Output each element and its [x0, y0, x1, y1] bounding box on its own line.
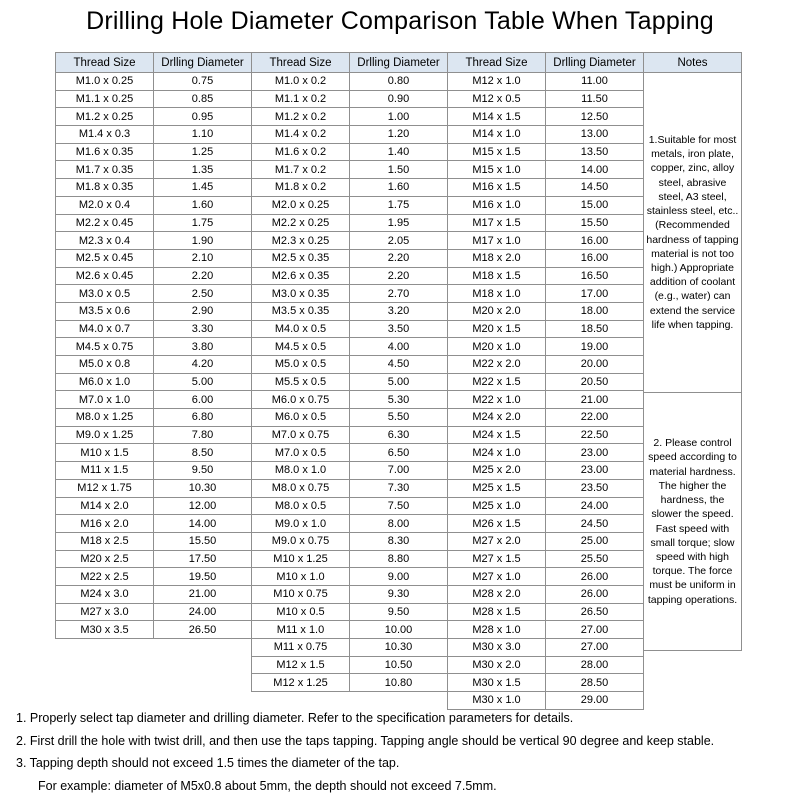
thread-size-cell: M2.5 x 0.35 [252, 250, 350, 268]
drilling-diameter-cell: 29.00 [546, 692, 644, 710]
thread-size-cell: M9.0 x 1.0 [252, 515, 350, 533]
drilling-diameter-cell: 10.50 [350, 657, 448, 675]
column-header-drilling-diameter: Drlling Diameter [546, 53, 644, 73]
drilling-diameter-cell: 4.20 [154, 356, 252, 374]
thread-size-cell: M14 x 2.0 [56, 498, 154, 516]
thread-size-cell: M5.5 x 0.5 [252, 374, 350, 392]
thread-size-cell: M14 x 1.0 [448, 126, 546, 144]
drilling-diameter-cell: 17.00 [546, 285, 644, 303]
thread-size-cell: M1.0 x 0.25 [56, 73, 154, 91]
drilling-diameter-cell: 5.00 [154, 374, 252, 392]
thread-size-cell: M12 x 1.0 [448, 73, 546, 91]
thread-size-cell: M20 x 1.5 [448, 321, 546, 339]
thread-size-cell: M2.2 x 0.25 [252, 215, 350, 233]
thread-size-cell: M6.0 x 1.0 [56, 374, 154, 392]
drilling-diameter-cell: 3.50 [350, 321, 448, 339]
drilling-diameter-cell: 24.50 [546, 515, 644, 533]
drilling-diameter-cell: 1.90 [154, 232, 252, 250]
thread-size-cell: M27 x 3.0 [56, 604, 154, 622]
thread-size-cell: M14 x 1.5 [448, 108, 546, 126]
thread-size-cell: M16 x 2.0 [56, 515, 154, 533]
drilling-diameter-cell: 6.30 [350, 427, 448, 445]
thread-size-cell: M15 x 1.0 [448, 161, 546, 179]
thread-size-cell: M2.3 x 0.4 [56, 232, 154, 250]
drilling-diameter-cell: 2.90 [154, 303, 252, 321]
drilling-diameter-cell: 1.20 [350, 126, 448, 144]
thread-size-cell: M1.8 x 0.35 [56, 179, 154, 197]
drilling-diameter-cell: 5.30 [350, 391, 448, 409]
thread-size-cell: M2.6 x 0.35 [252, 268, 350, 286]
footer-note-2: 2. First drill the hole with twist drill, and then use the taps tapping. Tapping angle should be vertical 90 degree and keep stable. [16, 733, 715, 748]
thread-size-cell: M11 x 1.0 [252, 621, 350, 639]
thread-size-cell: M2.6 x 0.45 [56, 268, 154, 286]
table-group-3 [447, 52, 644, 710]
thread-size-cell: M25 x 2.0 [448, 462, 546, 480]
drilling-diameter-cell: 0.75 [154, 73, 252, 91]
drilling-diameter-cell: 9.00 [350, 568, 448, 586]
drilling-diameter-cell: 9.50 [154, 462, 252, 480]
thread-size-cell: M16 x 1.5 [448, 179, 546, 197]
thread-size-cell: M3.0 x 0.5 [56, 285, 154, 303]
drilling-diameter-cell: 21.00 [546, 391, 644, 409]
drilling-diameter-cell: 4.50 [350, 356, 448, 374]
drilling-diameter-cell: 1.50 [350, 161, 448, 179]
thread-size-cell: M28 x 1.0 [448, 621, 546, 639]
drilling-diameter-cell: 3.80 [154, 338, 252, 356]
thread-size-cell: M1.1 x 0.25 [56, 91, 154, 109]
thread-size-cell: M25 x 1.5 [448, 480, 546, 498]
thread-size-cell: M1.2 x 0.25 [56, 108, 154, 126]
column-header-notes: Notes [644, 53, 742, 73]
thread-size-cell: M2.3 x 0.25 [252, 232, 350, 250]
thread-size-cell: M2.2 x 0.45 [56, 215, 154, 233]
drilling-diameter-cell: 23.00 [546, 462, 644, 480]
thread-size-cell: M1.8 x 0.2 [252, 179, 350, 197]
drilling-diameter-cell: 22.50 [546, 427, 644, 445]
drilling-diameter-cell: 3.20 [350, 303, 448, 321]
drilling-diameter-cell: 6.00 [154, 391, 252, 409]
drilling-diameter-cell: 16.50 [546, 268, 644, 286]
drilling-diameter-cell: 6.80 [154, 409, 252, 427]
footer-note-3: 3. Tapping depth should not exceed 1.5 times the diameter of the tap. [16, 756, 400, 770]
drilling-diameter-cell: 15.50 [154, 533, 252, 551]
thread-size-cell: M3.5 x 0.6 [56, 303, 154, 321]
thread-size-cell: M30 x 3.0 [448, 639, 546, 657]
drilling-diameter-cell: 24.00 [154, 604, 252, 622]
drilling-diameter-cell: 24.00 [546, 498, 644, 516]
drilling-diameter-cell: 3.30 [154, 321, 252, 339]
drilling-diameter-cell: 22.00 [546, 409, 644, 427]
drilling-diameter-cell: 16.00 [546, 232, 644, 250]
drilling-diameter-cell: 0.80 [350, 73, 448, 91]
thread-size-cell: M1.6 x 0.2 [252, 144, 350, 162]
thread-size-cell: M12 x 1.5 [252, 657, 350, 675]
thread-size-cell: M22 x 2.0 [448, 356, 546, 374]
drilling-diameter-cell: 15.00 [546, 197, 644, 215]
drilling-diameter-cell: 7.30 [350, 480, 448, 498]
thread-size-cell: M27 x 2.0 [448, 533, 546, 551]
thread-size-cell: M2.0 x 0.25 [252, 197, 350, 215]
drilling-diameter-cell: 1.75 [350, 197, 448, 215]
drilling-diameter-cell: 1.35 [154, 161, 252, 179]
thread-size-cell: M11 x 1.5 [56, 462, 154, 480]
thread-size-cell: M1.4 x 0.3 [56, 126, 154, 144]
drilling-diameter-cell: 5.50 [350, 409, 448, 427]
drilling-diameter-cell: 1.00 [350, 108, 448, 126]
thread-size-cell: M5.0 x 0.8 [56, 356, 154, 374]
drilling-diameter-cell: 10.80 [350, 674, 448, 692]
drilling-diameter-cell: 7.00 [350, 462, 448, 480]
thread-size-cell: M9.0 x 0.75 [252, 533, 350, 551]
thread-size-cell: M1.2 x 0.2 [252, 108, 350, 126]
drilling-diameter-cell: 6.50 [350, 444, 448, 462]
thread-size-cell: M20 x 2.0 [448, 303, 546, 321]
drilling-diameter-cell: 18.50 [546, 321, 644, 339]
drilling-diameter-cell: 10.00 [350, 621, 448, 639]
drilling-diameter-cell: 1.45 [154, 179, 252, 197]
drilling-diameter-cell: 25.50 [546, 551, 644, 569]
table-group-2 [251, 52, 448, 692]
drilling-diameter-cell: 11.50 [546, 91, 644, 109]
drilling-diameter-cell: 8.30 [350, 533, 448, 551]
drilling-diameter-cell: 26.50 [546, 604, 644, 622]
drilling-diameter-cell: 10.30 [154, 480, 252, 498]
comparison-table [55, 52, 742, 710]
thread-size-cell: M30 x 1.5 [448, 674, 546, 692]
drilling-diameter-cell: 23.00 [546, 444, 644, 462]
thread-size-cell: M7.0 x 1.0 [56, 391, 154, 409]
page-title: Drilling Hole Diameter Comparison Table When Tapping [86, 7, 714, 35]
drilling-diameter-cell: 1.75 [154, 215, 252, 233]
thread-size-cell: M30 x 1.0 [448, 692, 546, 710]
drilling-diameter-cell: 4.00 [350, 338, 448, 356]
drilling-diameter-cell: 26.50 [154, 621, 252, 639]
drilling-diameter-cell: 19.50 [154, 568, 252, 586]
drilling-diameter-cell: 28.00 [546, 657, 644, 675]
drilling-diameter-cell: 2.50 [154, 285, 252, 303]
table-group-1 [55, 52, 252, 639]
thread-size-cell: M8.0 x 1.0 [252, 462, 350, 480]
thread-size-cell: M1.0 x 0.2 [252, 73, 350, 91]
drilling-diameter-cell: 26.00 [546, 568, 644, 586]
thread-size-cell: M2.5 x 0.45 [56, 250, 154, 268]
drilling-diameter-cell: 14.50 [546, 179, 644, 197]
thread-size-cell: M4.5 x 0.75 [56, 338, 154, 356]
drilling-diameter-cell: 1.40 [350, 144, 448, 162]
thread-size-cell: M20 x 2.5 [56, 551, 154, 569]
thread-size-cell: M12 x 1.75 [56, 480, 154, 498]
drilling-diameter-cell: 28.50 [546, 674, 644, 692]
drilling-diameter-cell: 9.50 [350, 604, 448, 622]
thread-size-cell: M7.0 x 0.5 [252, 444, 350, 462]
note-block-2: 2. Please control speed according to material hardness. The higher the hardness, the slower the speed. Fast speed with small torque; slow speed with high torque. The force must be uniform in tapping operations. [644, 393, 742, 651]
thread-size-cell: M3.5 x 0.35 [252, 303, 350, 321]
thread-size-cell: M22 x 1.0 [448, 391, 546, 409]
thread-size-cell: M18 x 1.0 [448, 285, 546, 303]
drilling-diameter-cell: 2.20 [154, 268, 252, 286]
thread-size-cell: M30 x 2.0 [448, 657, 546, 675]
drilling-diameter-cell: 0.95 [154, 108, 252, 126]
thread-size-cell: M12 x 0.5 [448, 91, 546, 109]
thread-size-cell: M24 x 1.0 [448, 444, 546, 462]
drilling-diameter-cell: 10.30 [350, 639, 448, 657]
thread-size-cell: M22 x 1.5 [448, 374, 546, 392]
column-header-thread-size: Thread Size [252, 53, 350, 73]
drilling-diameter-cell: 13.50 [546, 144, 644, 162]
thread-size-cell: M17 x 1.0 [448, 232, 546, 250]
drilling-diameter-cell: 8.80 [350, 551, 448, 569]
drilling-diameter-cell: 26.00 [546, 586, 644, 604]
drilling-diameter-cell: 11.00 [546, 73, 644, 91]
drilling-diameter-cell: 12.00 [154, 498, 252, 516]
drilling-diameter-cell: 15.50 [546, 215, 644, 233]
drilling-diameter-cell: 21.00 [154, 586, 252, 604]
drilling-diameter-cell: 18.00 [546, 303, 644, 321]
thread-size-cell: M17 x 1.5 [448, 215, 546, 233]
thread-size-cell: M6.0 x 0.5 [252, 409, 350, 427]
thread-size-cell: M10 x 1.5 [56, 444, 154, 462]
drilling-diameter-cell: 14.00 [546, 161, 644, 179]
drilling-diameter-cell: 14.00 [154, 515, 252, 533]
drilling-diameter-cell: 25.00 [546, 533, 644, 551]
thread-size-cell: M24 x 3.0 [56, 586, 154, 604]
thread-size-cell: M15 x 1.5 [448, 144, 546, 162]
thread-size-cell: M20 x 1.0 [448, 338, 546, 356]
thread-size-cell: M4.0 x 0.7 [56, 321, 154, 339]
column-header-drilling-diameter: Drlling Diameter [154, 53, 252, 73]
drilling-diameter-cell: 13.00 [546, 126, 644, 144]
thread-size-cell: M22 x 2.5 [56, 568, 154, 586]
drilling-diameter-cell: 0.90 [350, 91, 448, 109]
thread-size-cell: M24 x 2.0 [448, 409, 546, 427]
thread-size-cell: M6.0 x 0.75 [252, 391, 350, 409]
thread-size-cell: M28 x 1.5 [448, 604, 546, 622]
thread-size-cell: M24 x 1.5 [448, 427, 546, 445]
drilling-diameter-cell: 17.50 [154, 551, 252, 569]
drilling-diameter-cell: 20.50 [546, 374, 644, 392]
drilling-diameter-cell: 8.50 [154, 444, 252, 462]
footer-note-4-example: For example: diameter of M5x0.8 about 5mm, the depth should not exceed 7.5mm. [38, 778, 497, 793]
drilling-diameter-cell: 20.00 [546, 356, 644, 374]
thread-size-cell: M1.4 x 0.2 [252, 126, 350, 144]
drilling-diameter-cell: 2.05 [350, 232, 448, 250]
thread-size-cell: M11 x 0.75 [252, 639, 350, 657]
thread-size-cell: M28 x 2.0 [448, 586, 546, 604]
thread-size-cell: M4.5 x 0.5 [252, 338, 350, 356]
drilling-diameter-cell: 1.25 [154, 144, 252, 162]
footer-notes [16, 711, 714, 800]
drilling-diameter-cell: 19.00 [546, 338, 644, 356]
drilling-diameter-cell: 2.20 [350, 268, 448, 286]
thread-size-cell: M10 x 0.5 [252, 604, 350, 622]
thread-size-cell: M27 x 1.5 [448, 551, 546, 569]
thread-size-cell: M12 x 1.25 [252, 674, 350, 692]
thread-size-cell: M16 x 1.0 [448, 197, 546, 215]
drilling-diameter-cell: 1.60 [350, 179, 448, 197]
column-header-thread-size: Thread Size [448, 53, 546, 73]
drilling-diameter-cell: 7.50 [350, 498, 448, 516]
drilling-diameter-cell: 23.50 [546, 480, 644, 498]
drilling-diameter-cell: 1.95 [350, 215, 448, 233]
thread-size-cell: M18 x 2.5 [56, 533, 154, 551]
drilling-diameter-cell: 2.20 [350, 250, 448, 268]
thread-size-cell: M27 x 1.0 [448, 568, 546, 586]
thread-size-cell: M3.0 x 0.35 [252, 285, 350, 303]
thread-size-cell: M2.0 x 0.4 [56, 197, 154, 215]
drilling-diameter-cell: 2.10 [154, 250, 252, 268]
thread-size-cell: M10 x 1.0 [252, 568, 350, 586]
column-header-drilling-diameter: Drlling Diameter [350, 53, 448, 73]
thread-size-cell: M10 x 1.25 [252, 551, 350, 569]
thread-size-cell: M9.0 x 1.25 [56, 427, 154, 445]
thread-size-cell: M5.0 x 0.5 [252, 356, 350, 374]
drilling-diameter-cell: 2.70 [350, 285, 448, 303]
thread-size-cell: M25 x 1.0 [448, 498, 546, 516]
thread-size-cell: M1.7 x 0.2 [252, 161, 350, 179]
notes-column [643, 52, 742, 651]
footer-note-1: 1. Properly select tap diameter and drilling diameter. Refer to the specification parameters for details. [16, 711, 574, 725]
thread-size-cell: M18 x 2.0 [448, 250, 546, 268]
note-block-1: 1.Suitable for most metals, iron plate, copper, zinc, alloy steel, abrasive steel, A3 steel, stainless steel, etc..(Recommended hardness of tapping material is not too high.) Appropriate addition of coolant (e.g., water) can extend the service life when tapping. [644, 73, 742, 393]
thread-size-cell: M8.0 x 1.25 [56, 409, 154, 427]
drilling-diameter-cell: 1.10 [154, 126, 252, 144]
thread-size-cell: M26 x 1.5 [448, 515, 546, 533]
thread-size-cell: M4.0 x 0.5 [252, 321, 350, 339]
thread-size-cell: M1.7 x 0.35 [56, 161, 154, 179]
drilling-diameter-cell: 27.00 [546, 639, 644, 657]
thread-size-cell: M10 x 0.75 [252, 586, 350, 604]
drilling-diameter-cell: 5.00 [350, 374, 448, 392]
drilling-diameter-cell: 16.00 [546, 250, 644, 268]
thread-size-cell: M30 x 3.5 [56, 621, 154, 639]
thread-size-cell: M18 x 1.5 [448, 268, 546, 286]
drilling-diameter-cell: 8.00 [350, 515, 448, 533]
drilling-diameter-cell: 27.00 [546, 621, 644, 639]
thread-size-cell: M7.0 x 0.75 [252, 427, 350, 445]
drilling-diameter-cell: 9.30 [350, 586, 448, 604]
drilling-diameter-cell: 7.80 [154, 427, 252, 445]
thread-size-cell: M8.0 x 0.75 [252, 480, 350, 498]
drilling-diameter-cell: 12.50 [546, 108, 644, 126]
drilling-diameter-cell: 0.85 [154, 91, 252, 109]
thread-size-cell: M8.0 x 0.5 [252, 498, 350, 516]
column-header-thread-size: Thread Size [56, 53, 154, 73]
thread-size-cell: M1.1 x 0.2 [252, 91, 350, 109]
thread-size-cell: M1.6 x 0.35 [56, 144, 154, 162]
drilling-diameter-cell: 1.60 [154, 197, 252, 215]
